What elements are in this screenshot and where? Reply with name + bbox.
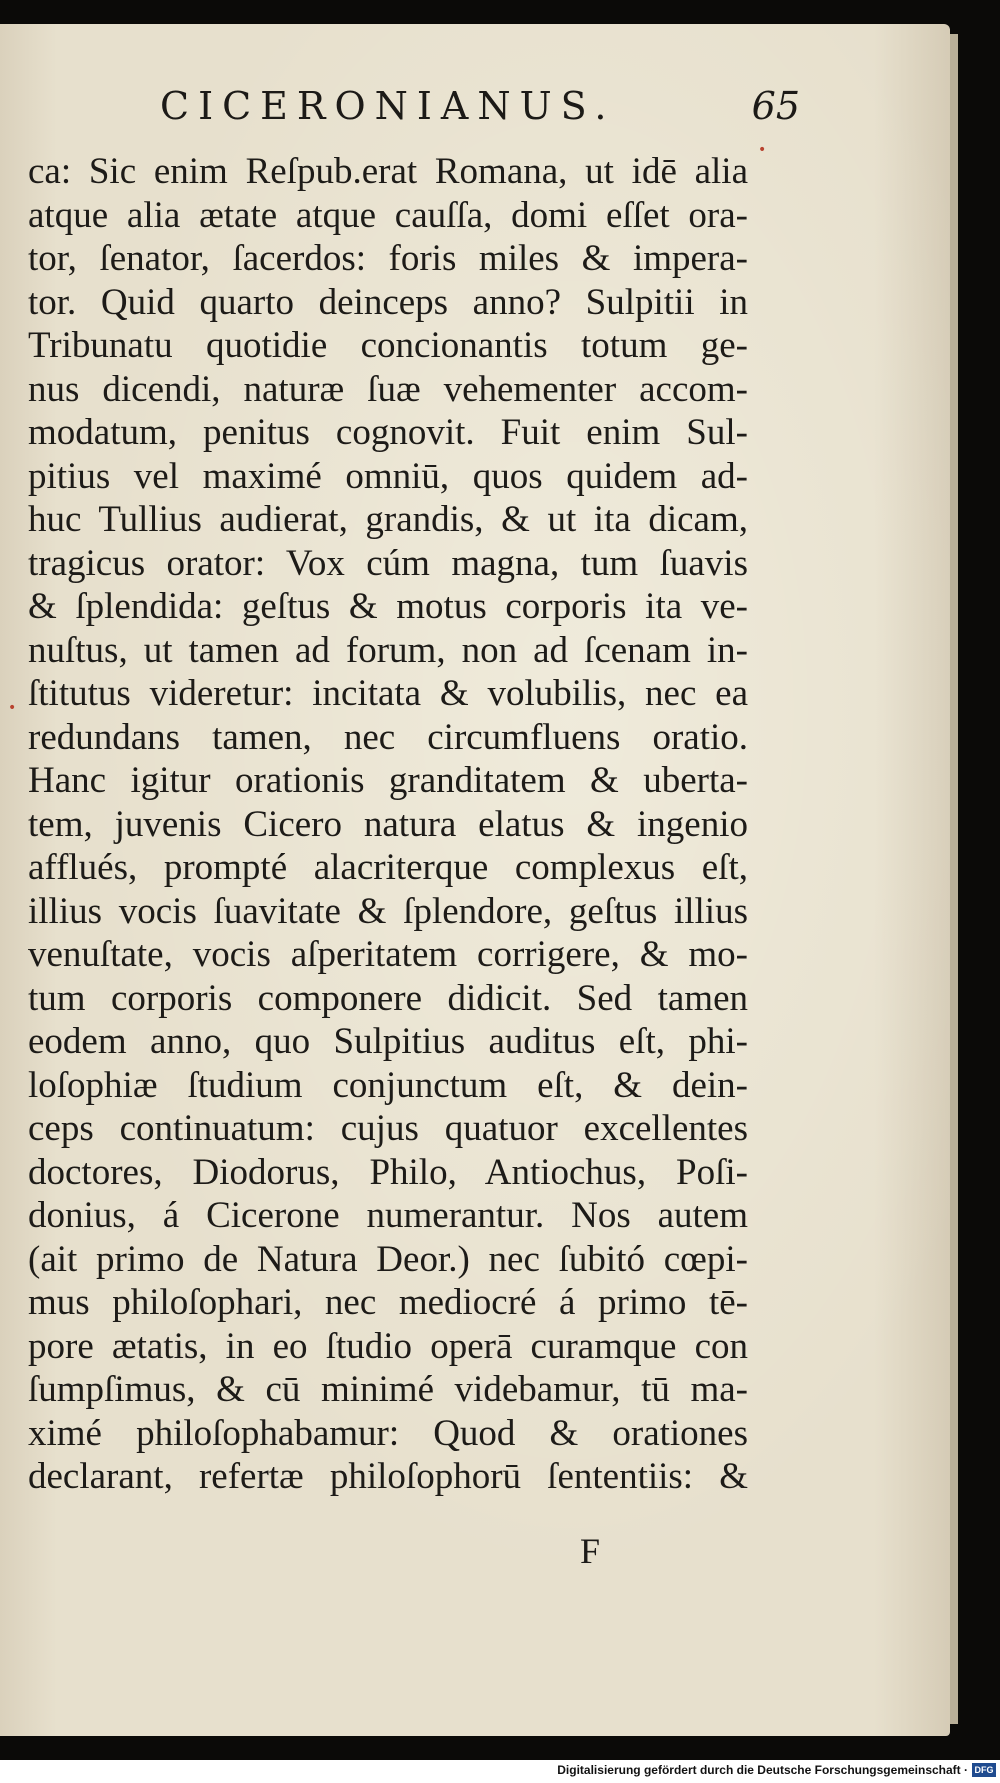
footer-strip <box>0 1760 1000 1783</box>
text-line: Hanc igitur orationis granditatem & uberta- <box>28 760 748 801</box>
text-line: tor, ſenator, ſacerdos: foris miles & impera- <box>28 238 748 279</box>
text-line: venuſtate, vocis aſperitatem corrigere, & mo- <box>28 934 748 975</box>
text-line: (ait primo de Natura Deor.) nec ſubitó cœpi- <box>28 1238 748 1280</box>
text-line: mus philoſophari, nec mediocré á primo tē- <box>28 1282 748 1323</box>
text-line: tragicus orator: Vox cúm magna, tum ſuavis <box>28 542 748 584</box>
text-line: pitius vel maximé omniū, quos quidem ad- <box>28 455 748 497</box>
body-text <box>28 150 748 1499</box>
text-line: tor. Quid quarto deinceps anno? Sulpitii in <box>28 281 748 323</box>
text-line: ximé philoſophabamur: Quod & orationes <box>28 1412 748 1454</box>
signature-mark: F <box>580 1531 601 1571</box>
text-line: donius, á Cicerone numerantur. Nos autem <box>28 1195 748 1236</box>
text-line: redundans tamen, nec circumfluens oratio. <box>28 716 748 758</box>
dfg-logo-icon: DFG <box>972 1763 996 1777</box>
margin-mark: • <box>8 700 17 716</box>
text-line: Tribunatu quotidie concionantis totum ge- <box>28 325 748 366</box>
text-line: pore ætatis, in eo ſtudio operā curamque con <box>28 1325 748 1367</box>
running-head <box>160 84 800 140</box>
dfg-credit: Digitalisierung gefördert durch die Deutsche Forschungsgemeinschaft · <box>557 1763 968 1777</box>
text-line: loſophiæ ſtudium conjunctum eſt, & dein- <box>28 1064 748 1106</box>
text-line: tem, juvenis Cicero natura elatus & ingenio <box>28 803 748 845</box>
text-line: ſtitutus videretur: incitata & volubilis, nec ea <box>28 673 748 714</box>
text-line: illius vocis ſuavitate & ſplendore, geſtus illius <box>28 890 748 932</box>
text-line: atque alia ætate atque cauſſa, domi eſſet ora- <box>28 194 748 236</box>
page-edge <box>950 34 958 1724</box>
margin-mark: • <box>758 142 767 158</box>
text-line: afflués, prompté alacriterque complexus eſt, <box>28 847 748 888</box>
text-line: modatum, penitus cognovit. Fuit enim Sul- <box>28 412 748 453</box>
text-line: & ſplendida: geſtus & motus corporis ita ve- <box>28 586 748 627</box>
book-page <box>0 24 950 1736</box>
text-line: ca: Sic enim Reſpub.erat Romana, ut idē alia <box>28 151 748 192</box>
text-line: tum corporis componere didicit. Sed tamen <box>28 977 748 1019</box>
text-line: ſumpſimus, & cū minimé videbamur, tū ma- <box>28 1369 748 1410</box>
text-line: nus dicendi, naturæ ſuæ vehementer accom- <box>28 368 748 410</box>
text-line: declarant, refertæ philoſophorū ſententiis: & <box>28 1456 748 1497</box>
text-line: huc Tullius audierat, grandis, & ut ita dicam, <box>28 499 748 540</box>
text-line: eodem anno, quo Sulpitius auditus eſt, phi- <box>28 1021 748 1062</box>
text-line: nuſtus, ut tamen ad forum, non ad ſcenam in- <box>28 629 748 671</box>
text-line: doctores, Diodorus, Philo, Antiochus, Poſi- <box>28 1151 748 1193</box>
text-line: ceps continuatum: cujus quatuor excellentes <box>28 1108 748 1149</box>
running-title: CICERONIANUS. <box>160 84 616 128</box>
page-number: 65 <box>751 84 800 128</box>
